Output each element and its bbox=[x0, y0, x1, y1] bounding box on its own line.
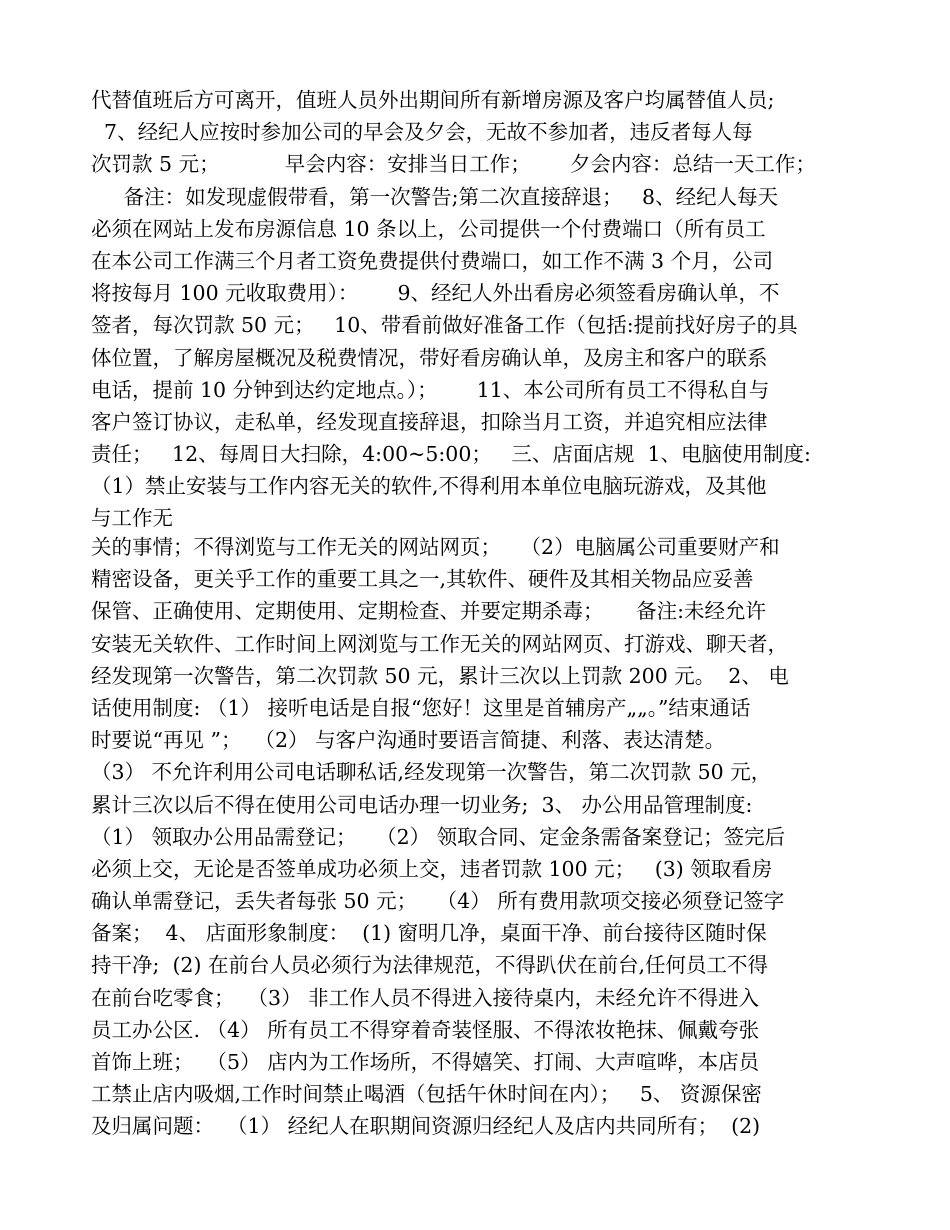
text-line: 在前台吃零食； （3） 非工作人员不得进入接待桌内，未经允许不得进入 bbox=[91, 985, 760, 1010]
text-line: 保管、正确使用、定期使用、定期检查、并要定期杀毒； 备注:未经允许 bbox=[91, 599, 766, 624]
text-line: 确认单需登记，丢失者每张 50 元； （4） 所有费用款项交接必须登记签字 bbox=[91, 889, 785, 914]
text-line: （3） 不允许利用公司电话聊私话,经发现第一次警告，第二次罚款 50 元， bbox=[91, 760, 772, 785]
text-line: （1） 领取办公用品需登记； （2） 领取合同、定金条需备案登记；签完后 bbox=[91, 824, 786, 849]
text-line: 必须在网站上发布房源信息 10 条以上，公司提供一个付费端口（所有员工 bbox=[91, 216, 766, 241]
paragraph-1 bbox=[91, 84, 871, 535]
text-line: 代替值班后方可离开，值班人员外出期间所有新增房源及客户均属替值人员; bbox=[91, 88, 775, 112]
text-line: （1）禁止安装与工作内容无关的软件,不得利用本单位电脑玩游戏，及其他 bbox=[91, 474, 767, 499]
text-line: 次罚款 5 元； 早会内容：安排当日工作； 夕会内容：总结一天工作； bbox=[91, 152, 816, 177]
text-line: 安装无关软件、工作时间上网浏览与工作无关的网站网页、打游戏、聊天者， bbox=[91, 631, 788, 656]
text-line: 及归属问题： （1） 经纪人在职期间资源归经纪人及店内共同所有； (2) bbox=[91, 1114, 761, 1139]
text-line: 精密设备，更关乎工作的重要工具之一,其软件、硬件及其相关物品应妥善 bbox=[91, 567, 754, 592]
text-line: 电话，提前 10 分钟到达约定地点。）； 11、本公司所有员工不得私自与 bbox=[91, 377, 770, 402]
text-line: 工禁止店内吸烟,工作时间禁止喝酒（包括午休时间在内）； 5、 资源保密 bbox=[91, 1082, 762, 1107]
text-line: 在本公司工作满三个月者工资免费提供付费端口，如工作不满 3 个月，公司 bbox=[91, 248, 774, 273]
text-line: 经发现第一次警告，第二次罚款 50 元，累计三次以上罚款 200 元。 2、 电 bbox=[91, 663, 789, 688]
text-line: 与工作无 bbox=[91, 506, 173, 531]
text-line: 责任； 12、每周日大扫除，4:00~5:00； 三、店面店规 1、电脑使用制度: bbox=[91, 442, 811, 467]
text-line: 话使用制度: （1） 接听电话是自报“您好！这里是首辅房产„„。”结束通话 bbox=[91, 695, 751, 720]
text-line: 客户签订协议，走私单，经发现直接辞退，扣除当月工资，并追究相应法律 bbox=[91, 409, 768, 434]
paragraph-2 bbox=[91, 531, 871, 1143]
text-line: 时要说“再见 ”； （2） 与客户沟通时要语言简捷、利落、表达清楚。 bbox=[91, 728, 726, 753]
text-line: 备注：如发现虚假带看，第一次警告;第二次直接辞退； 8、经纪人每天 bbox=[91, 184, 779, 209]
text-line: 员工办公区. （4） 所有员工不得穿着奇装怪服、不得浓妆艳抹、佩戴夸张 bbox=[91, 1017, 760, 1042]
text-line: 必须上交，无论是否签单成功必须上交，违者罚款 100 元； (3) 领取看房 bbox=[91, 856, 773, 881]
text-line: 体位置，了解房屋概况及税费情况，带好看房确认单，及房主和客户的联系 bbox=[91, 345, 768, 370]
text-line: 持干净; (2) 在前台人员必须行为法律规范，不得趴伏在前台,任何员工不得 bbox=[91, 953, 769, 978]
text-line: 首饰上班； （5） 店内为工作场所，不得嬉笑、打闹、大声喧哗，本店员 bbox=[91, 1050, 760, 1074]
text-line: 将按每月 100 元收取费用）： 9、经纪人外出看房必须签看房确认单，不 bbox=[91, 281, 780, 306]
text-line: 关的事情；不得浏览与工作无关的网站网页； （2）电脑属公司重要财产和 bbox=[91, 535, 780, 559]
text-line: 签者，每次罚款 50 元； 10、带看前做好准备工作（包括:提前找好房子的具 bbox=[91, 313, 798, 338]
text-line: 备案； 4、 店面形象制度： (1) 窗明几净，桌面干净、前台接待区随时保 bbox=[91, 921, 767, 946]
text-line: 累计三次以后不得在使用公司电话办理一切业务; 3、 办公用品管理制度: bbox=[91, 792, 753, 817]
text-line: 7、经纪人应按时参加公司的早会及夕会，无故不参加者，违反者每人每 bbox=[91, 120, 753, 145]
